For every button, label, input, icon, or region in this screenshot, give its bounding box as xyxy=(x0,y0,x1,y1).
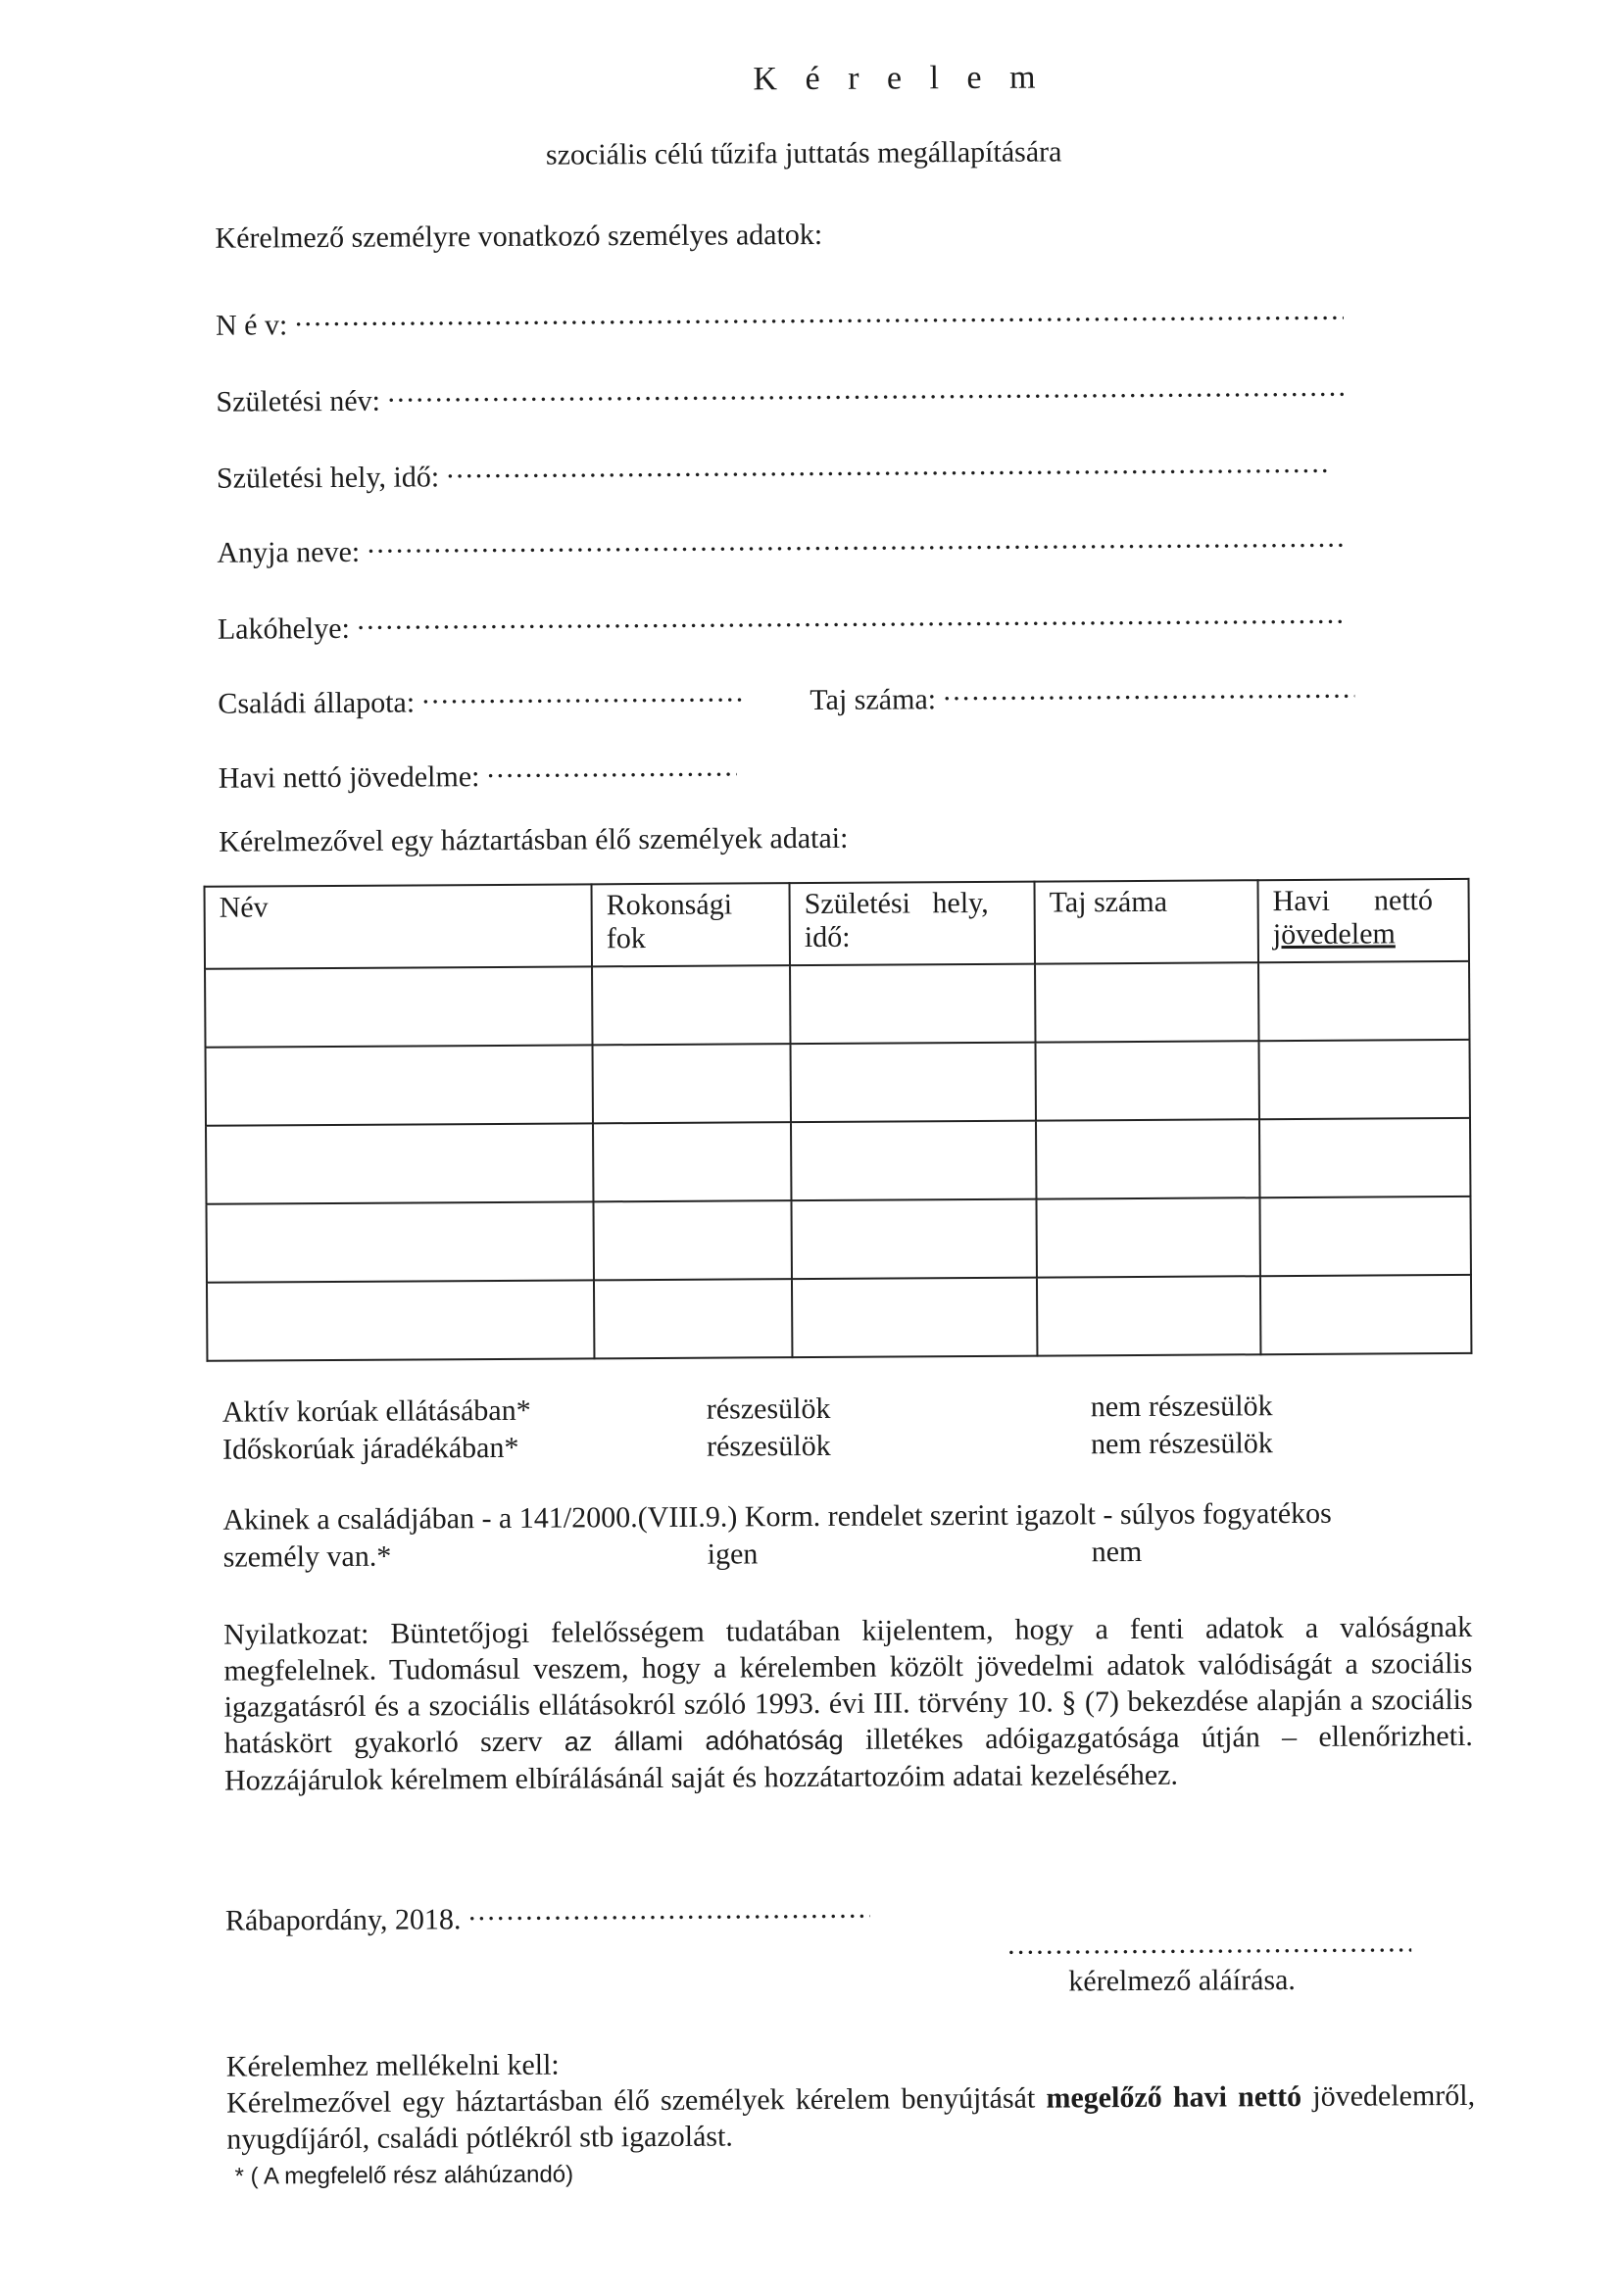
disability-no-option[interactable]: nem xyxy=(1091,1535,1143,1569)
table-cell[interactable] xyxy=(1258,1040,1469,1119)
signature-dotted-line xyxy=(1007,1925,1411,1963)
income-dotted-line xyxy=(487,749,737,786)
disability-yes-option[interactable]: igen xyxy=(707,1538,759,1571)
income-field[interactable] xyxy=(219,749,737,796)
active-age-not-receives-option[interactable]: nem részesülök xyxy=(1090,1390,1273,1424)
name-dotted-line xyxy=(295,293,1344,335)
table-cell[interactable] xyxy=(593,1122,791,1201)
table-cell[interactable] xyxy=(206,1045,593,1125)
place-date-field[interactable] xyxy=(225,1891,870,1939)
elderly-receives-option[interactable]: részesülök xyxy=(706,1429,831,1463)
residence-label: Lakóhelye: xyxy=(217,611,350,646)
marital-status-dotted-line xyxy=(421,674,745,711)
column-header-income: Havi nettó jövedelem xyxy=(1257,879,1469,962)
marital-status-field[interactable] xyxy=(218,674,746,721)
table-cell[interactable] xyxy=(1036,1041,1259,1120)
table-row xyxy=(206,1040,1470,1126)
taj-field[interactable] xyxy=(810,671,1354,718)
active-age-label: Aktív korúak ellátásában* xyxy=(221,1393,531,1429)
table-cell[interactable] xyxy=(206,1123,593,1203)
column-header-relation: Rokonsági fok xyxy=(592,883,791,966)
name-label: N é v: xyxy=(215,309,288,342)
attachments-bold-text: megelőző havi nettó xyxy=(1046,2079,1302,2115)
date-dotted-line xyxy=(468,1891,870,1930)
table-cell[interactable] xyxy=(593,1200,791,1280)
place-date-label: Rábapordány, 2018. xyxy=(224,1903,462,1937)
table-cell[interactable] xyxy=(1259,1197,1470,1276)
column-header-birth-place-date: Születési hely, idő: xyxy=(790,882,1036,966)
table-cell[interactable] xyxy=(791,1121,1036,1201)
column-header-taj: Taj száma xyxy=(1034,880,1258,963)
table-cell[interactable] xyxy=(205,966,592,1047)
mother-name-field[interactable] xyxy=(217,520,1348,571)
name-field[interactable] xyxy=(216,293,1344,344)
taj-label: Taj száma: xyxy=(810,683,937,717)
birth-name-label: Születési név: xyxy=(216,384,381,418)
attachments-paragraph: Kérelmezővel egy háztartásban élő személyek kérelem benyújtását megelőző havi nettó jövedelemről, nyugdíjáról, családi pótlékról stb igazolást. xyxy=(225,2078,1476,2156)
active-age-receives-option[interactable]: részesülök xyxy=(706,1392,831,1426)
table-cell[interactable] xyxy=(593,1044,791,1123)
table-cell[interactable] xyxy=(592,965,790,1045)
mother-name-dotted-line xyxy=(368,520,1348,562)
elderly-label: Időskorúak járadékában* xyxy=(221,1431,519,1466)
form-title: K é r e l e m xyxy=(753,59,1046,98)
table-cell[interactable] xyxy=(791,1043,1036,1123)
table-header-row xyxy=(205,879,1469,969)
birth-place-date-label: Születési hely, idő: xyxy=(216,461,440,495)
table-cell[interactable] xyxy=(1258,961,1469,1041)
footnote: * ( A megfelelő rész aláhúzandó) xyxy=(234,2161,574,2190)
mother-name-label: Anyja neve: xyxy=(217,535,361,569)
applicant-heading: Kérelmező személyre vonatkozó személyes adatok: xyxy=(215,218,823,255)
form-subtitle: szociális célú tűzifa juttatás megállapítására xyxy=(545,135,1062,171)
disability-question-line1: Akinek a családjában - a 141/2000.(VIII.9.) Korm. rendelet szerint igazolt - súlyos fogyatékos xyxy=(222,1496,1332,1537)
tax-authority-text: az állami adóhatóság xyxy=(564,1725,844,1757)
table-cell[interactable] xyxy=(1036,1119,1259,1198)
table-cell[interactable] xyxy=(1260,1275,1471,1354)
income-label: Havi nettó jövedelme: xyxy=(218,760,480,795)
attachments-heading: Kérelemhez mellékelni kell: xyxy=(225,2048,560,2083)
signature-label: kérelmező aláírása. xyxy=(1068,1964,1296,1998)
table-row xyxy=(206,1118,1470,1204)
birth-place-date-dotted-line xyxy=(446,446,1328,486)
table-cell[interactable] xyxy=(1036,1197,1259,1277)
table-cell[interactable] xyxy=(792,1278,1037,1358)
table-cell[interactable] xyxy=(1037,1276,1260,1355)
marital-status-label: Családi állapota: xyxy=(218,686,416,720)
table-cell[interactable] xyxy=(1259,1118,1470,1197)
table-row xyxy=(205,961,1469,1048)
table-cell[interactable] xyxy=(1035,962,1258,1042)
taj-dotted-line xyxy=(943,671,1354,709)
residence-dotted-line xyxy=(357,597,1347,638)
table-cell[interactable] xyxy=(790,964,1035,1045)
table-cell[interactable] xyxy=(206,1201,593,1282)
declaration-paragraph: Nyilatkozat: Büntetőjogi felelősségem tudatában kijelentem, hogy a fenti adatok a valóságnak megfelelnek. Tudomásul veszem, hogy a kérelemben közölt jövedelmi adatok valódiságát a szociális igazgatásról és a szociális ellátásokról szóló 1993. évi III. törvény 10. § (7) bekezdése alapján a szociális hatáskört gyakorló szerv az állami adóhatóság illetékes adóigazgatósága útján – ellenőrizheti. Hozzájárulok kérelmem elbírálásánál saját és hozzátartozóim adatai kezeléséhez. xyxy=(223,1610,1473,1797)
household-heading: Kérelmezővel egy háztartásban élő személyek adatai: xyxy=(219,821,849,858)
table-cell[interactable] xyxy=(207,1280,594,1360)
household-table xyxy=(204,878,1473,1362)
birth-name-field[interactable] xyxy=(216,369,1348,420)
birth-name-dotted-line xyxy=(387,369,1348,411)
birth-place-date-field[interactable] xyxy=(217,446,1329,497)
table-cell[interactable] xyxy=(594,1279,792,1358)
table-row xyxy=(207,1275,1471,1361)
column-header-name: Név xyxy=(205,884,593,968)
residence-field[interactable] xyxy=(218,597,1348,648)
disability-question-line2: személy van.* xyxy=(222,1539,392,1574)
elderly-not-receives-option[interactable]: nem részesülök xyxy=(1090,1427,1273,1461)
table-row xyxy=(206,1197,1470,1283)
table-cell[interactable] xyxy=(791,1199,1036,1280)
